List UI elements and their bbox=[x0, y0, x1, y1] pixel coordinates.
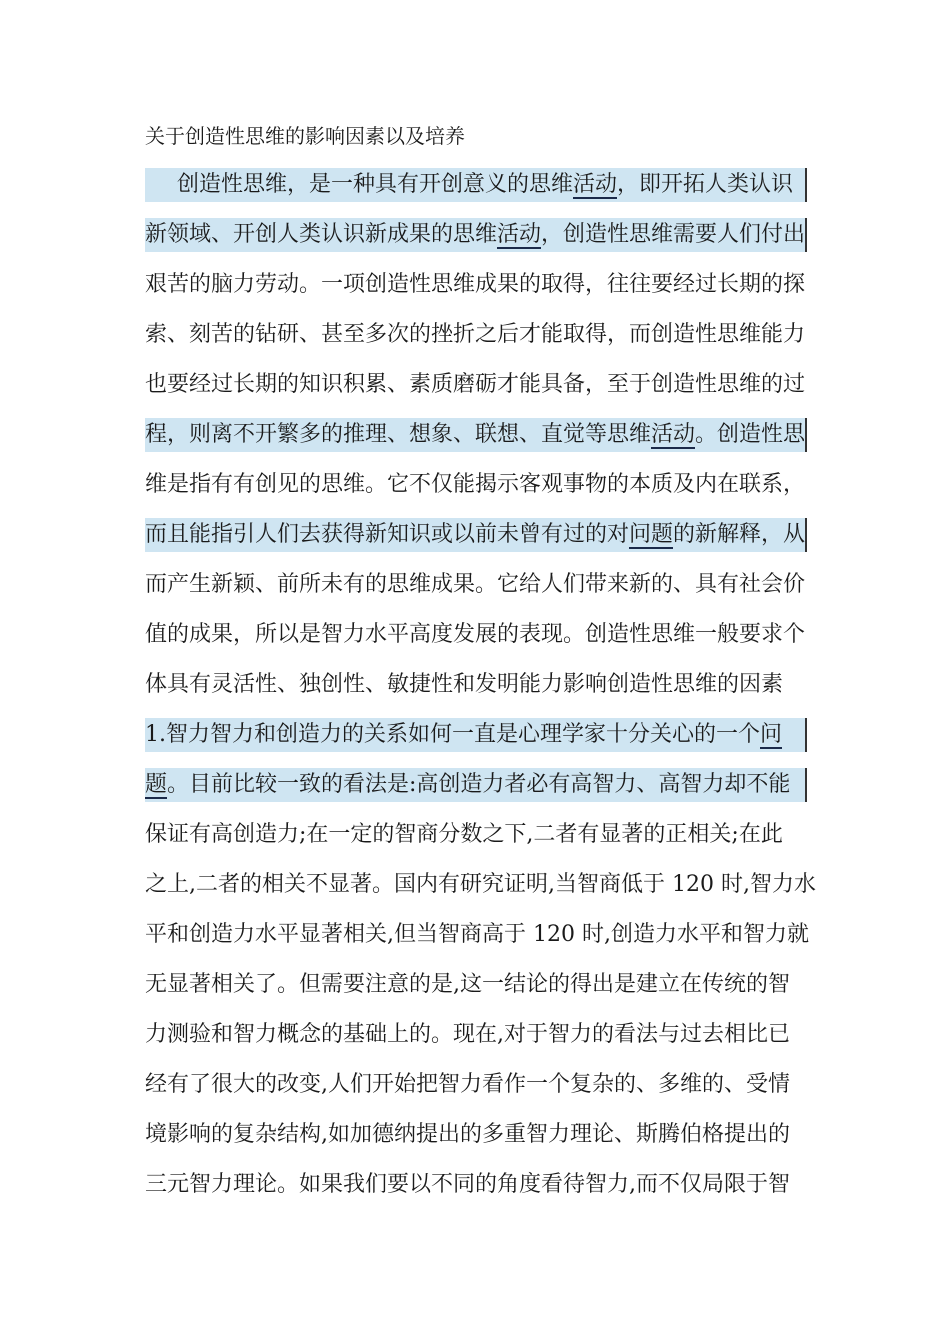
text-line-16: 平和创造力水平显著相关,但当智商高于 120 时,创造力水平和智力就 bbox=[145, 922, 809, 947]
underlined-term: 活动 bbox=[573, 172, 618, 197]
text-line-20: 境影响的复杂结构,如加德纳提出的多重智力理论、斯腾伯格提出的 bbox=[145, 1122, 790, 1147]
text-line-2: 新领域、开创人类认识新成果的思维活动，创造性思维需要人们付出 bbox=[145, 218, 807, 252]
text-line-1: 创造性思维，是一种具有开创意义的思维活动，即开拓人类认识 bbox=[145, 168, 807, 202]
text-line-19: 经有了很大的改变,人们开始把智力看作一个复杂的、多维的、受情 bbox=[145, 1072, 790, 1097]
text-line-18: 力测验和智力概念的基础上的。现在,对于智力的看法与过去相比已 bbox=[145, 1022, 790, 1047]
underlined-term: 活动 bbox=[651, 422, 696, 447]
text-line-4: 索、刻苦的钻研、甚至多次的挫折之后才能取得，而创造性思维能力 bbox=[145, 322, 806, 347]
underlined-term: 问 bbox=[760, 722, 783, 747]
text-line-6: 程，则离不开繁多的推理、想象、联想、直觉等思维活动。创造性思 bbox=[145, 418, 807, 452]
text-line-17: 无显著相关了。但需要注意的是,这一结论的得出是建立在传统的智 bbox=[145, 972, 790, 997]
text-line-7: 维是指有有创见的思维。它不仅能揭示客观事物的本质及内在联系， bbox=[145, 472, 806, 497]
text-line-11: 体具有灵活性、独创性、敏捷性和发明能力影响创造性思维的因素 bbox=[145, 672, 784, 697]
text-line-13: 题。目前比较一致的看法是:高创造力者必有高智力、高智力却不能 bbox=[145, 768, 807, 802]
text-line-21: 三元智力理论。如果我们要以不同的角度看待智力,而不仅局限于智 bbox=[145, 1172, 790, 1197]
text-line-10: 值的成果，所以是智力水平高度发展的表现。创造性思维一般要求个 bbox=[145, 622, 806, 647]
text-line-15: 之上,二者的相关不显著。国内有研究证明,当智商低于 120 时,智力水 bbox=[145, 872, 816, 897]
text-line-3: 艰苦的脑力劳动。一项创造性思维成果的取得，往往要经过长期的探 bbox=[145, 272, 806, 297]
text-line-8: 而且能指引人们去获得新知识或以前未曾有过的对问题的新解释，从 bbox=[145, 518, 807, 552]
document-title: 关于创造性思维的影响因素以及培养 bbox=[145, 124, 465, 148]
text-line-5: 也要经过长期的知识积累、素质磨砺才能具备，至于创造性思维的过 bbox=[145, 372, 806, 397]
underlined-term: 题 bbox=[145, 772, 168, 797]
underlined-term: 活动 bbox=[497, 222, 542, 247]
text-line-9: 而产生新颖、前所未有的思维成果。它给人们带来新的、具有社会价 bbox=[145, 572, 806, 597]
underlined-term: 问题 bbox=[629, 522, 674, 547]
text-line-12: 1.智力智力和创造力的关系如何一直是心理学家十分关心的一个问 bbox=[145, 718, 807, 752]
text-line-14: 保证有高创造力;在一定的智商分数之下,二者有显著的正相关;在此 bbox=[145, 822, 783, 847]
